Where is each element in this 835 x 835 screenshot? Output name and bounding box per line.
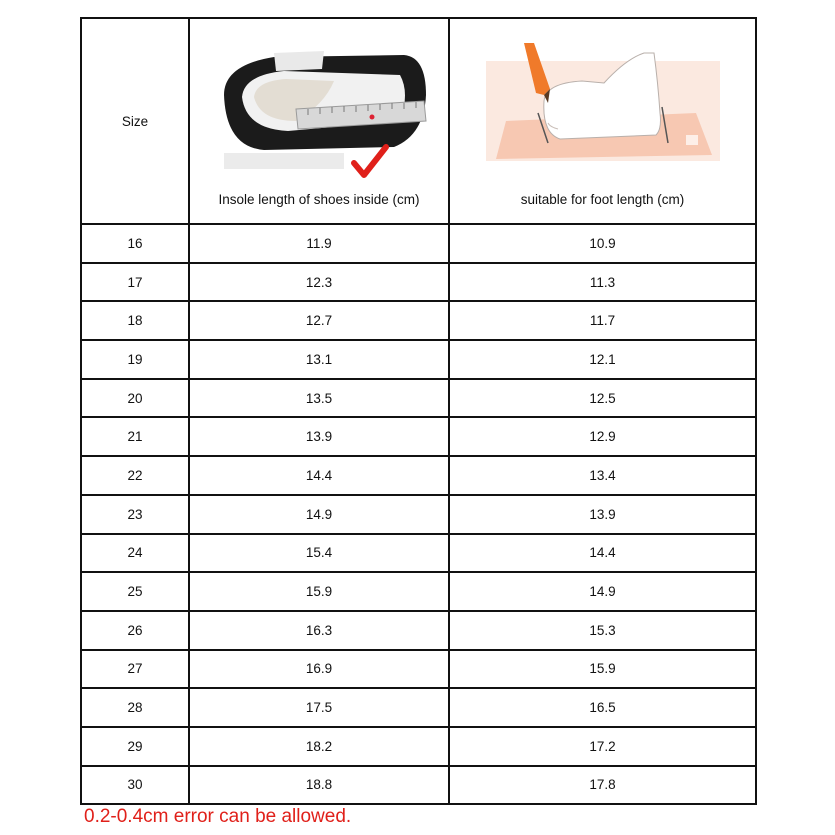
size-cell: 16	[81, 224, 189, 263]
size-header-cell	[81, 18, 189, 224]
table-row	[81, 611, 756, 650]
insole-length-cell: 12.7	[189, 301, 449, 340]
insole-length-cell: 13.5	[189, 379, 449, 418]
size-cell: 23	[81, 495, 189, 534]
insole-length-cell: 13.1	[189, 340, 449, 379]
foot-length-cell: 15.3	[449, 611, 756, 650]
foot-length-cell: 13.9	[449, 495, 756, 534]
insole-length-cell: 12.3	[189, 263, 449, 302]
size-cell: 30	[81, 766, 189, 805]
table-row	[81, 766, 756, 805]
error-note: 0.2-0.4cm error can be allowed.	[84, 806, 352, 827]
table-row	[81, 263, 756, 302]
table-row	[81, 572, 756, 611]
insole-header-label: Insole length of shoes inside (cm)	[218, 192, 420, 207]
insole-length-cell: 13.9	[189, 417, 449, 456]
size-cell: 29	[81, 727, 189, 766]
size-cell: 27	[81, 650, 189, 689]
size-cell: 21	[81, 417, 189, 456]
foot-length-cell: 10.9	[449, 224, 756, 263]
insole-length-cell: 11.9	[189, 224, 449, 263]
insole-length-cell: 17.5	[189, 688, 449, 727]
size-cell: 17	[81, 263, 189, 302]
foot-length-cell: 14.9	[449, 572, 756, 611]
table-row	[81, 301, 756, 340]
foot-length-cell: 16.5	[449, 688, 756, 727]
table-row	[81, 417, 756, 456]
foot-length-cell: 15.9	[449, 650, 756, 689]
insole-length-cell: 18.2	[189, 727, 449, 766]
foot-length-cell: 14.4	[449, 534, 756, 573]
size-cell: 20	[81, 379, 189, 418]
size-chart-table	[80, 17, 757, 805]
insole-length-cell: 15.4	[189, 534, 449, 573]
insole-length-cell: 16.3	[189, 611, 449, 650]
table-row	[81, 650, 756, 689]
insole-length-cell: 18.8	[189, 766, 449, 805]
table-row	[81, 456, 756, 495]
table-row	[81, 224, 756, 263]
foot-header-label: suitable for foot length (cm)	[520, 192, 685, 207]
table-row	[81, 688, 756, 727]
size-cell: 18	[81, 301, 189, 340]
insole-length-cell: 16.9	[189, 650, 449, 689]
table-row	[81, 727, 756, 766]
insole-length-cell: 14.4	[189, 456, 449, 495]
size-cell: 19	[81, 340, 189, 379]
table-row	[81, 534, 756, 573]
size-cell: 26	[81, 611, 189, 650]
foot-length-cell: 11.7	[449, 301, 756, 340]
shoe-insole-ruler-icon	[204, 35, 434, 185]
size-header-label: Size	[121, 113, 149, 129]
foot-length-cell: 12.5	[449, 379, 756, 418]
insole-length-cell: 15.9	[189, 572, 449, 611]
foot-header-cell	[449, 18, 756, 224]
size-cell: 24	[81, 534, 189, 573]
foot-length-cell: 12.9	[449, 417, 756, 456]
foot-length-cell: 12.1	[449, 340, 756, 379]
size-cell: 22	[81, 456, 189, 495]
table-row	[81, 340, 756, 379]
foot-measure-icon	[486, 43, 720, 161]
insole-header-cell	[189, 18, 449, 224]
table-row	[81, 379, 756, 418]
foot-length-cell: 11.3	[449, 263, 756, 302]
foot-length-cell: 17.2	[449, 727, 756, 766]
foot-length-cell: 13.4	[449, 456, 756, 495]
header-row	[81, 18, 756, 224]
insole-length-cell: 14.9	[189, 495, 449, 534]
size-cell: 28	[81, 688, 189, 727]
size-cell: 25	[81, 572, 189, 611]
foot-length-cell: 17.8	[449, 766, 756, 805]
table-row	[81, 495, 756, 534]
